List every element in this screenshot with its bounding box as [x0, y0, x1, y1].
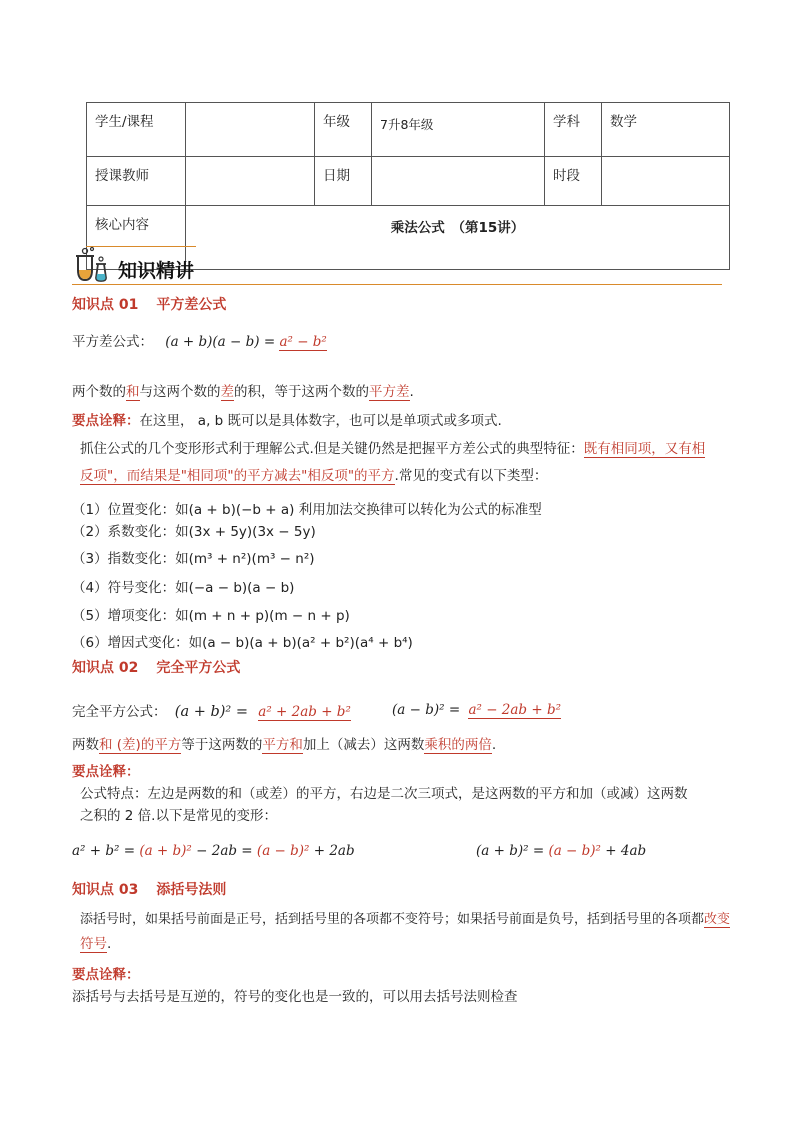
kp-name: 完全平方公式 [156, 660, 241, 676]
text: .常见的变式有以下类型： [394, 468, 548, 484]
highlight: 反项"，而结果是"相同项"的平方减去"相反项"的平方 [80, 468, 395, 484]
formula: − 2ab = [191, 843, 253, 859]
lesson-title: 乘法公式 （第15讲） [186, 206, 730, 270]
text: 两数 [72, 737, 99, 753]
note-text: 添括号与去括号是互逆的，符号的变化也是一致的，可以用去括号法则检查 [72, 989, 518, 1005]
table-cell: 核心内容 [87, 206, 186, 270]
knowledge-point-heading [72, 294, 226, 314]
text: 与这两个数的 [139, 384, 221, 400]
formula-line [392, 702, 561, 718]
formula-line [72, 700, 351, 720]
formula: + 2ab [309, 843, 355, 859]
formula-line [72, 843, 355, 859]
table-cell [186, 157, 315, 206]
formula-line [72, 330, 327, 350]
highlight: 和 [126, 384, 140, 400]
kp-label: 知识点 03 [72, 882, 139, 898]
highlight: 和 (差)的平方 [99, 737, 182, 753]
highlight: 差 [220, 384, 234, 400]
formula-answer: a² − b² [279, 334, 327, 350]
table-cell [186, 103, 315, 157]
table-row [87, 103, 730, 157]
formula-highlight: (a − b)² [256, 843, 310, 859]
list-item: （3）指数变化：如(m³ + n²)(m³ − n²) [72, 551, 315, 567]
note-label-text: 要点诠释： [72, 967, 140, 983]
formula: + 4ab [600, 843, 647, 859]
formula-answer: a² + 2ab + b² [258, 704, 351, 720]
formula-highlight: (a + b)² [139, 843, 192, 859]
note-label: 要点诠释： [72, 413, 140, 429]
paragraph [80, 464, 547, 484]
kp-label: 知识点 02 [72, 660, 139, 676]
section-header [72, 244, 722, 285]
list-item: （1）位置变化：如(a + b)(−b + a) 利用加法交换律可以转化为公式的标准型 [72, 502, 542, 518]
formula: (a + b)² = [174, 704, 248, 720]
table-row [87, 157, 730, 206]
paragraph [80, 932, 111, 952]
highlight: 乘积的两倍 [424, 737, 492, 753]
paragraph [80, 908, 730, 927]
list-item: （2）系数变化：如(3x + 5y)(3x − 5y) [72, 524, 316, 540]
lab-flask-icon [72, 246, 112, 284]
note-label-text: 要点诠释： [72, 764, 140, 780]
table-cell: 日期 [315, 157, 372, 206]
text: 抓住公式的几个变形形式利于理解公式.但是关键仍然是把握平方差公式的典型特征： [80, 441, 584, 457]
note-label [72, 963, 140, 983]
highlight: 改变 [704, 912, 731, 927]
formula: (a − b)² = [392, 702, 461, 718]
table-cell: 数学 [602, 103, 730, 157]
section-title: 知识精讲 [118, 260, 195, 282]
highlight: 符号 [80, 936, 107, 952]
paragraph [80, 437, 705, 457]
kp-name: 添括号法则 [156, 882, 227, 898]
text: . [491, 737, 497, 753]
text: . [107, 936, 112, 952]
paragraph [72, 380, 414, 400]
note-text: 公式特点：左边是两数的和（或差）的平方，右边是二次三项式，是这两数的平方和加（或减）这两数 [80, 786, 688, 802]
table-cell: 学科 [545, 103, 602, 157]
text: . [409, 384, 414, 400]
formula-label: 完全平方公式： [72, 704, 167, 720]
formula-line [476, 843, 646, 859]
table-cell: 学生/课程 [87, 103, 186, 157]
table-cell [372, 157, 545, 206]
highlight: 既有相同项，又有相 [583, 441, 706, 457]
list-item: （4）符号变化：如(−a − b)(a − b) [72, 580, 295, 596]
note-text: 之积的 2 倍.以下是常见的变形： [80, 808, 277, 824]
table-cell: 7升8年级 [372, 103, 545, 157]
text: 两个数的 [72, 384, 126, 400]
text: 添括号时，如果括号前面是正号，括到括号里的各项都不变符号；如果括号前面是负号，括到括号里的各项都 [80, 912, 705, 927]
note-label [72, 760, 140, 780]
kp-label: 知识点 01 [72, 297, 139, 313]
formula: a² + b² = [72, 843, 136, 859]
table-cell: 时段 [545, 157, 602, 206]
note [72, 409, 502, 429]
table-cell: 授课教师 [87, 157, 186, 206]
knowledge-point-heading [72, 879, 226, 899]
list-item: （6）增因式变化：如(a − b)(a + b)(a² + b²)(a⁴ + b⁴) [72, 635, 413, 651]
list-item: （5）增项变化：如(m + n + p)(m − n + p) [72, 608, 350, 624]
knowledge-point-heading [72, 657, 240, 677]
kp-name: 平方差公式 [156, 297, 227, 313]
table-cell [602, 157, 730, 206]
formula: (a + b)(a − b) = [165, 334, 276, 350]
text: 加上（减去）这两数 [302, 737, 425, 753]
paragraph [72, 733, 496, 753]
formula-label: 平方差公式： [72, 334, 153, 350]
note-text: 在这里， a, b 既可以是具体数字，也可以是单项式或多项式. [139, 413, 502, 429]
text: 的积，等于这两个数的 [234, 384, 369, 400]
formula: (a + b)² = [476, 843, 545, 859]
formula-highlight: (a − b)² [548, 843, 601, 859]
formula-answer: a² − 2ab + b² [468, 702, 562, 718]
table-cell: 年级 [315, 103, 372, 157]
highlight: 平方差 [369, 384, 410, 400]
text: 等于这两数的 [181, 737, 263, 753]
highlight: 平方和 [262, 737, 303, 753]
